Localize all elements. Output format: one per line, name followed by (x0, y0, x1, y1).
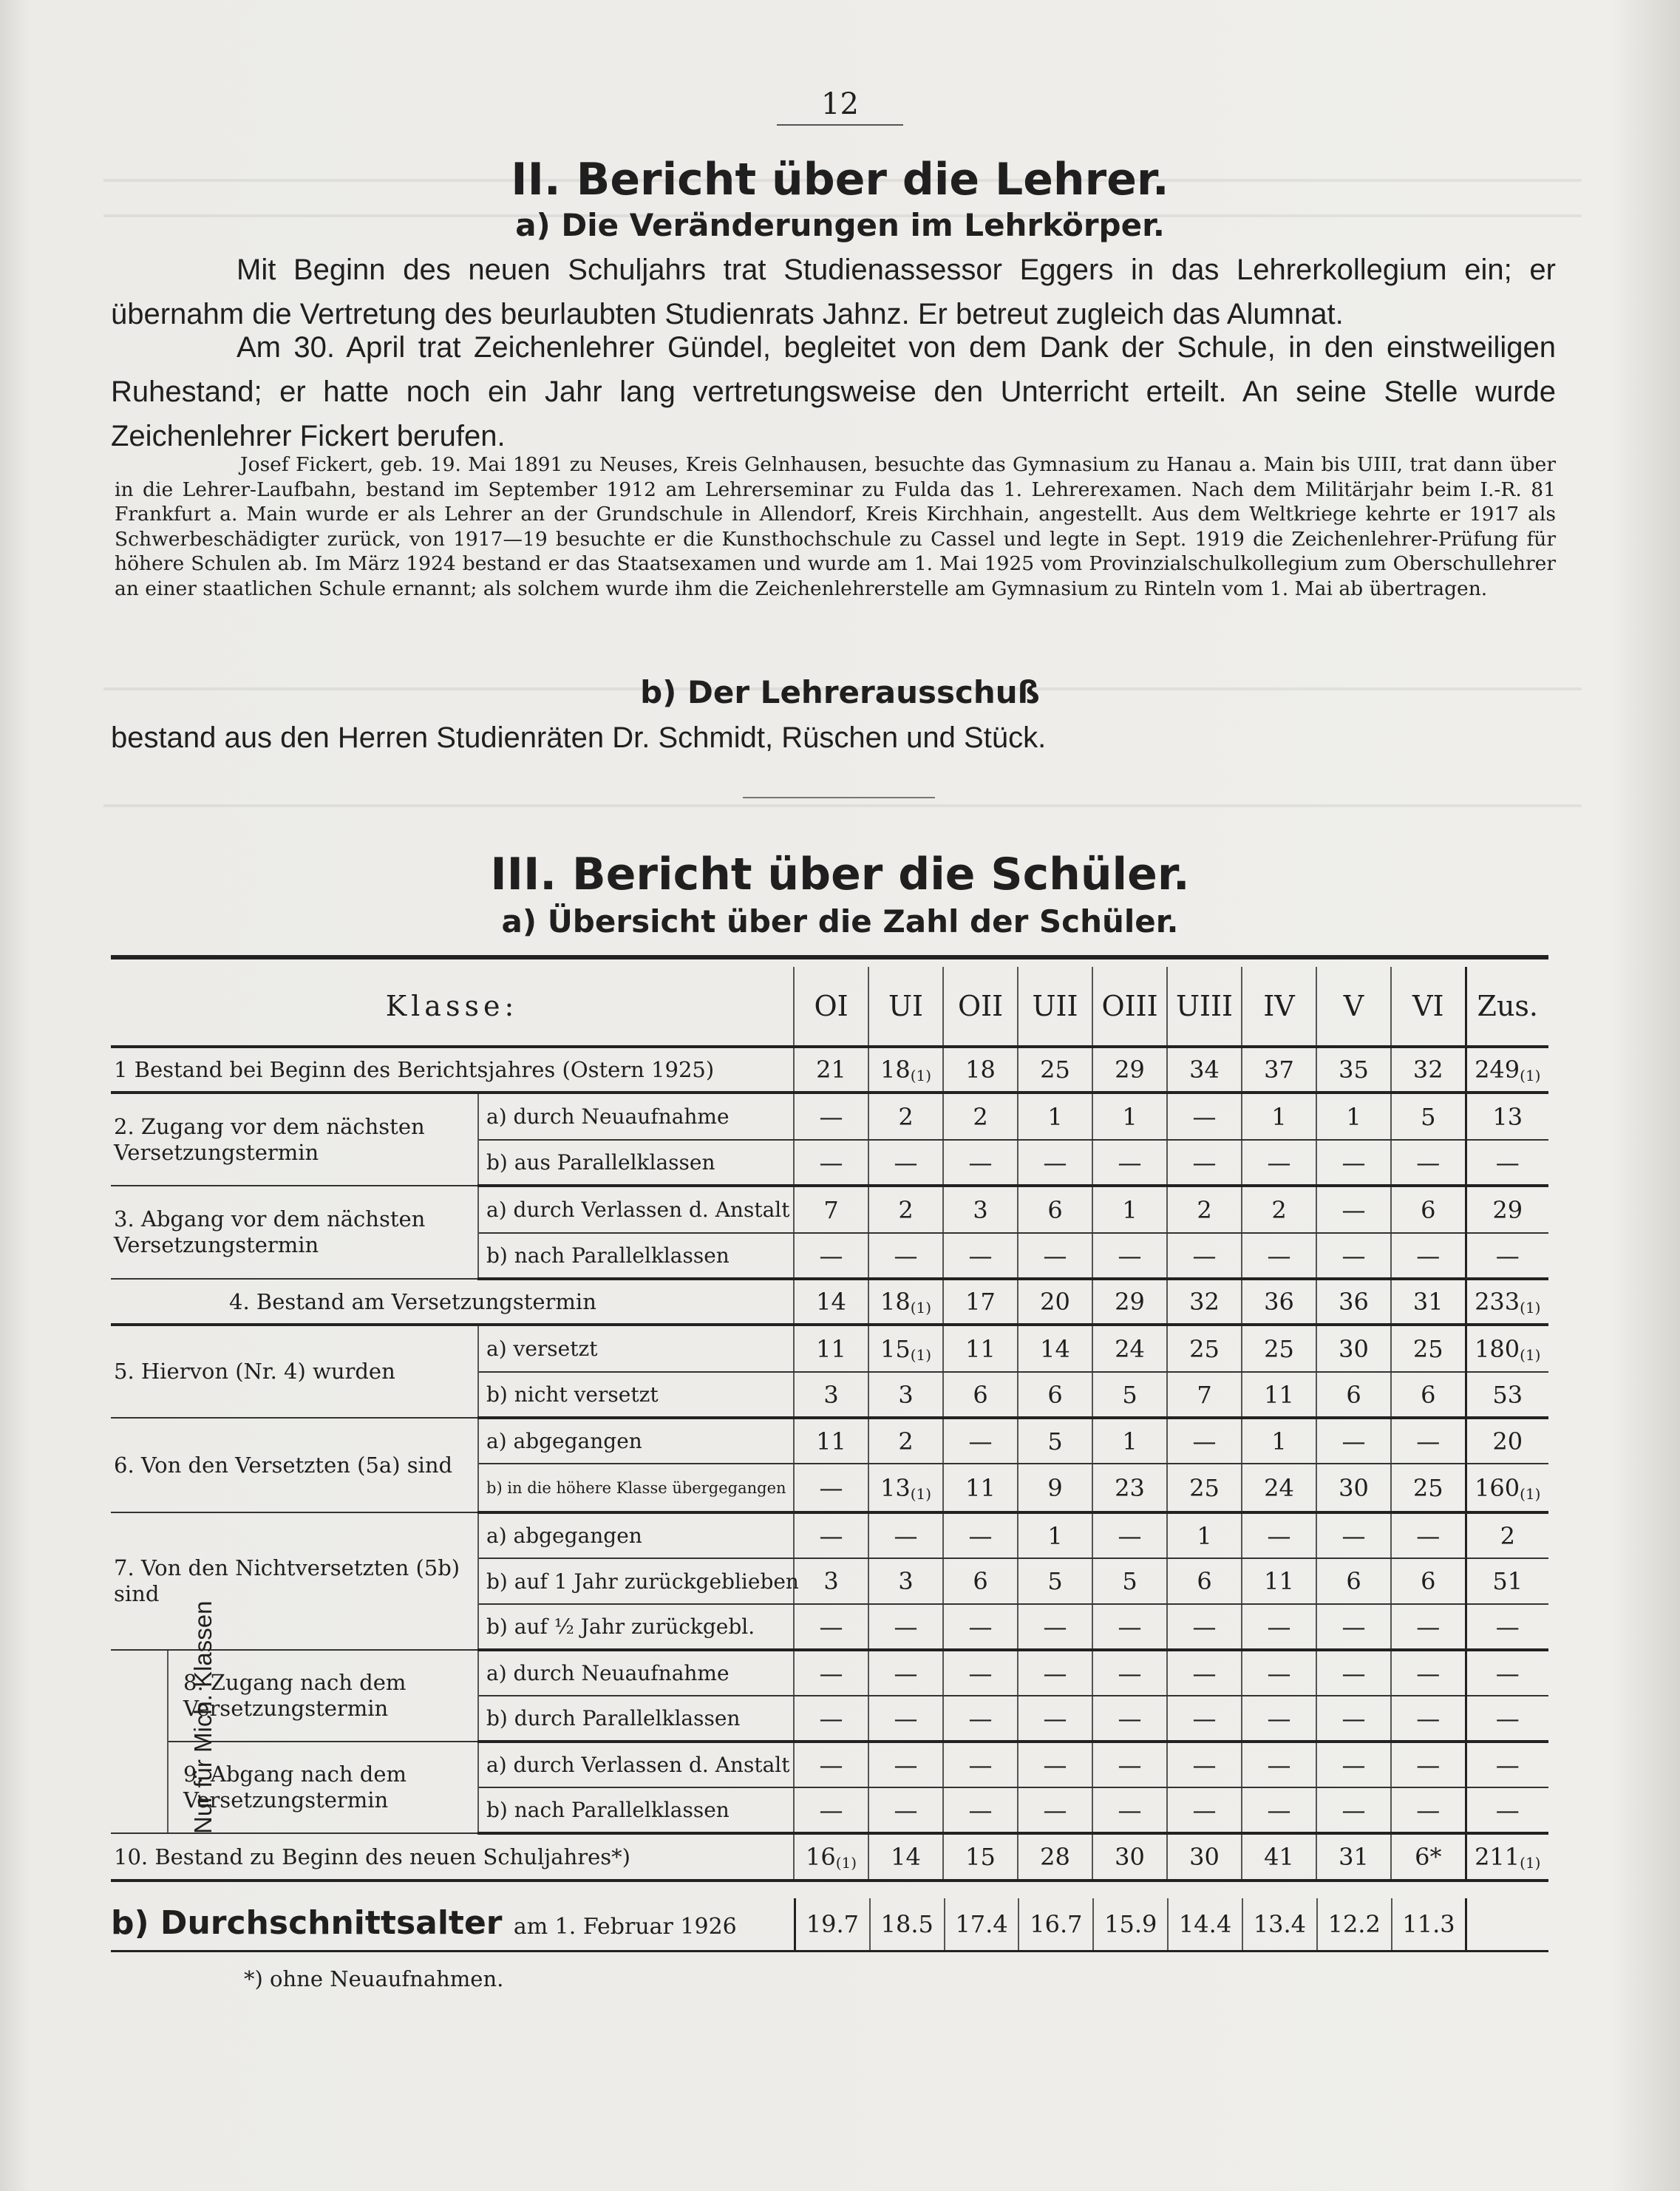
table-top-rule (111, 955, 1548, 959)
cell: — (868, 1233, 943, 1279)
cell: 6 (943, 1372, 1018, 1418)
cell: $18_{(1)}$ (868, 1279, 943, 1325)
cell: $13_{(1)}$ (868, 1464, 943, 1512)
cell: 25 (1018, 1047, 1092, 1093)
col-header: OII (943, 967, 1018, 1047)
cell: 11 (1242, 1558, 1316, 1604)
cell-total: 53 (1466, 1372, 1548, 1418)
cell: — (1167, 1696, 1242, 1742)
cell: — (1242, 1787, 1316, 1833)
side-label: Nur für Mich. Klassen (189, 1600, 217, 1834)
cell: 37 (1242, 1047, 1316, 1093)
cell: 34 (1167, 1047, 1242, 1093)
cell: — (868, 1742, 943, 1787)
table-row (111, 1833, 1548, 1881)
cell: — (1018, 1604, 1092, 1650)
cell: — (943, 1140, 1018, 1186)
cell: — (1018, 1140, 1092, 1186)
cell: 20 (1018, 1279, 1092, 1325)
cell: 5 (1391, 1093, 1466, 1140)
bleed-through-line (103, 804, 1582, 807)
cell: — (1167, 1418, 1242, 1464)
cell: 14 (794, 1279, 868, 1325)
cell: 11 (943, 1325, 1018, 1372)
cell: 1 (1018, 1512, 1092, 1558)
table-row (111, 1650, 1548, 1696)
col-header: V (1316, 967, 1391, 1047)
row-label: 6. Von den Versetzten (5a) sind (111, 1418, 478, 1512)
cell-total: — (1466, 1604, 1548, 1650)
cell: 24 (1092, 1325, 1167, 1372)
cell: 18 (943, 1047, 1018, 1093)
cell-total: 20 (1466, 1418, 1548, 1464)
cell: 25 (1242, 1325, 1316, 1372)
footnote: *) ohne Neuaufnahmen. (244, 1966, 504, 1991)
subsection-title-changes: a) Die Veränderungen im Lehrkörper. (515, 207, 1165, 243)
row-sublabel: a) durch Verlassen d. Anstalt (478, 1186, 794, 1233)
cell: 21 (794, 1047, 868, 1093)
cell: — (1316, 1233, 1391, 1279)
cell: 41 (1242, 1833, 1316, 1881)
cell: 25 (1167, 1464, 1242, 1512)
cell: — (794, 1512, 868, 1558)
subsection-title-committee: b) Der Lehrerausschuß (640, 674, 1040, 710)
cell-total: — (1466, 1787, 1548, 1833)
col-header: UII (1018, 967, 1092, 1047)
cell: 1 (1092, 1093, 1167, 1140)
cell: — (1242, 1650, 1316, 1696)
cell: — (1018, 1233, 1092, 1279)
cell: 1 (1167, 1512, 1242, 1558)
cell: — (794, 1787, 868, 1833)
cell: 31 (1391, 1279, 1466, 1325)
row-sublabel: a) durch Neuaufnahme (478, 1093, 794, 1140)
cell: — (1391, 1604, 1466, 1650)
table-header-row (111, 967, 1548, 1047)
cell: — (943, 1650, 1018, 1696)
cell: — (943, 1418, 1018, 1464)
cell: — (868, 1650, 943, 1696)
table-row (111, 1047, 1548, 1093)
row-sublabel: b) in die höhere Klasse übergegangen (478, 1464, 794, 1512)
cell: 6 (1018, 1372, 1092, 1418)
row-label: 3. Abgang vor dem nächsten Versetzungstermin (111, 1186, 478, 1279)
cell: 6 (1316, 1558, 1391, 1604)
cell: — (1018, 1787, 1092, 1833)
cell: 32 (1391, 1047, 1466, 1093)
cell: — (794, 1650, 868, 1696)
cell: — (1242, 1696, 1316, 1742)
cell: 30 (1316, 1325, 1391, 1372)
cell: 7 (794, 1186, 868, 1233)
cell: 11 (794, 1325, 868, 1372)
average-age-row (111, 1898, 1548, 1952)
average-cell: 19.7 (794, 1898, 869, 1950)
cell: 25 (1167, 1325, 1242, 1372)
cell: — (1092, 1512, 1167, 1558)
row-sublabel: b) aus Parallelklassen (478, 1140, 794, 1186)
cell: 9 (1018, 1464, 1092, 1512)
cell: 6 (943, 1558, 1018, 1604)
cell-total: — (1466, 1742, 1548, 1787)
cell: 5 (1018, 1418, 1092, 1464)
cell: 2 (868, 1093, 943, 1140)
cell: 6 (1316, 1372, 1391, 1418)
cell-total: $180_{(1)}$ (1466, 1325, 1548, 1372)
cell: 17 (943, 1279, 1018, 1325)
cell: 1 (1018, 1093, 1092, 1140)
cell: 30 (1316, 1464, 1391, 1512)
col-header: IV (1242, 967, 1316, 1047)
cell: 25 (1391, 1464, 1466, 1512)
cell: — (868, 1696, 943, 1742)
cell: — (1391, 1140, 1466, 1186)
cell: 23 (1092, 1464, 1167, 1512)
row-label: 5. Hiervon (Nr. 4) wurden (111, 1325, 478, 1418)
cell: — (1391, 1233, 1466, 1279)
section-separator (743, 797, 935, 798)
cell: 7 (1167, 1372, 1242, 1418)
cell: $18_{(1)}$ (868, 1047, 943, 1093)
cell: — (1316, 1650, 1391, 1696)
row-sublabel: a) abgegangen (478, 1512, 794, 1558)
cell: — (1167, 1742, 1242, 1787)
klasse-header: Klasse: (111, 967, 794, 1047)
cell-total: 2 (1466, 1512, 1548, 1558)
cell: 11 (943, 1464, 1018, 1512)
cell: 25 (1391, 1325, 1466, 1372)
average-cell-empty (1465, 1898, 1548, 1950)
cell: 3 (794, 1558, 868, 1604)
average-cell: 12.2 (1316, 1898, 1391, 1950)
row-label: 8. Zugang nach dem Versetzungstermin (168, 1650, 478, 1742)
cell: 5 (1092, 1558, 1167, 1604)
cell-total: 13 (1466, 1093, 1548, 1140)
cell: 6 (1391, 1558, 1466, 1604)
cell: 36 (1242, 1279, 1316, 1325)
cell: 6 (1391, 1372, 1466, 1418)
average-cell: 11.3 (1391, 1898, 1466, 1950)
cell: — (943, 1742, 1018, 1787)
cell: $16_{(1)}$ (794, 1833, 868, 1881)
biography-fickert: Josef Fickert, geb. 19. Mai 1891 zu Neuses, Kreis Gelnhausen, besuchte das Gymnasium zu Hanau a. Main bis UIII, trat dann über in die Lehrer-Laufbahn, bestand im September 1912 am Lehrerseminar zu Fulda das 1. Lehrerexamen. Nach dem Militärjahr beim I.-R. 81 Frankfurt a. Main wurde er als Lehrer an der Grundschule in Allendorf, Kreis Kirchhain, angestellt. Aus dem Weltkriege kehrte er 1917 als Schwerbeschädigter zurück, von 1917—19 besuchte er die Kunsthochschule zu Cassel und legte in Sept. 1919 die Zeichenlehrer-Prüfung für höhere Schulen ab. Im März 1924 bestand er das Staatsexamen und wurde am 1. Mai 1925 vom Provinzialschulkollegium zum Oberschullehrer an einer staatlichen Schule ernannt; als solchem wurde ihm die Zeichenlehrerstelle am Gymnasium zu Rinteln vom 1. Mai ab übertragen. (115, 453, 1556, 600)
cell: — (1391, 1742, 1466, 1787)
average-cell: 16.7 (1018, 1898, 1092, 1950)
cell: — (1391, 1787, 1466, 1833)
cell: 31 (1316, 1833, 1391, 1881)
paragraph-eggers: Mit Beginn des neuen Schuljahrs trat Studienassessor Eggers in das Lehrerkollegium ein; er übernahm die Vertretung des beurlaubten Studienrats Jahnz. Er betreut zugleich das Alumnat. (111, 254, 1556, 330)
cell: — (1092, 1140, 1167, 1186)
cell: 24 (1242, 1464, 1316, 1512)
table-row (111, 1418, 1548, 1464)
cell: — (794, 1742, 868, 1787)
cell-total: $233_{(1)}$ (1466, 1279, 1548, 1325)
cell: — (1092, 1787, 1167, 1833)
cell: — (1092, 1696, 1167, 1742)
cell: — (794, 1140, 868, 1186)
col-header-total: Zus. (1466, 967, 1548, 1047)
cell: — (1242, 1233, 1316, 1279)
page-number: 12 (0, 87, 1680, 126)
table-row (111, 1512, 1548, 1558)
col-header: OIII (1092, 967, 1167, 1047)
col-header: UIII (1167, 967, 1242, 1047)
cell: — (1018, 1650, 1092, 1696)
average-cell: 17.4 (944, 1898, 1018, 1950)
cell: — (1316, 1140, 1391, 1186)
table-row (111, 1279, 1548, 1325)
cell: 30 (1092, 1833, 1167, 1881)
average-age-date: am 1. Februar 1926 (513, 1914, 737, 1940)
cell: — (1316, 1604, 1391, 1650)
section-title-students: III. Bericht über die Schüler. (490, 849, 1190, 900)
cell: — (1316, 1787, 1391, 1833)
row-sublabel: b) auf ½ Jahr zurückgebl. (478, 1604, 794, 1650)
cell: 2 (1242, 1186, 1316, 1233)
cell: — (868, 1512, 943, 1558)
cell: — (1316, 1418, 1391, 1464)
row-sublabel: b) nach Parallelklassen (478, 1233, 794, 1279)
cell: 15 (943, 1833, 1018, 1881)
col-header: OI (794, 967, 868, 1047)
cell: — (1167, 1604, 1242, 1650)
cell: — (1092, 1604, 1167, 1650)
cell-total: $211_{(1)}$ (1466, 1833, 1548, 1881)
subsection-title-overview: a) Übersicht über die Zahl der Schüler. (501, 903, 1179, 940)
cell: — (1167, 1093, 1242, 1140)
cell: — (1018, 1742, 1092, 1787)
cell: — (1242, 1140, 1316, 1186)
table-row (111, 1742, 1548, 1787)
cell: 3 (868, 1558, 943, 1604)
cell: — (1092, 1650, 1167, 1696)
cell: — (943, 1787, 1018, 1833)
cell-total: — (1466, 1650, 1548, 1696)
col-header: VI (1391, 967, 1466, 1047)
cell: — (943, 1512, 1018, 1558)
cell: — (1242, 1512, 1316, 1558)
average-cell: 14.4 (1167, 1898, 1242, 1950)
cell: 14 (1018, 1325, 1092, 1372)
row-label: 10. Bestand zu Beginn des neuen Schuljahres*) (111, 1833, 794, 1881)
cell: — (1242, 1604, 1316, 1650)
cell: $15_{(1)}$ (868, 1325, 943, 1372)
cell: 6 (1167, 1558, 1242, 1604)
cell-total: — (1466, 1696, 1548, 1742)
cell: — (1092, 1742, 1167, 1787)
average-cell: 13.4 (1242, 1898, 1316, 1950)
cell: — (868, 1604, 943, 1650)
cell: 32 (1167, 1279, 1242, 1325)
col-header: UI (868, 967, 943, 1047)
cell: 3 (943, 1186, 1018, 1233)
cell: 11 (794, 1418, 868, 1464)
cell: — (868, 1787, 943, 1833)
cell: 2 (868, 1186, 943, 1233)
cell: — (794, 1696, 868, 1742)
cell: 29 (1092, 1047, 1167, 1093)
cell: 5 (1018, 1558, 1092, 1604)
row-sublabel: b) auf 1 Jahr zurückgeblieben (478, 1558, 794, 1604)
cell: — (1391, 1696, 1466, 1742)
cell: — (1018, 1696, 1092, 1742)
cell: — (943, 1604, 1018, 1650)
cell: — (1167, 1140, 1242, 1186)
cell: 5 (1092, 1372, 1167, 1418)
cell: — (794, 1233, 868, 1279)
section-title-teachers: II. Bericht über die Lehrer. (511, 154, 1169, 205)
paragraph-guendel: Am 30. April trat Zeichenlehrer Gündel, begleitet von dem Dank der Schule, in den einstweiligen Ruhestand; er hatte noch ein Jahr lang vertretungsweise den Unterricht erteilt. An seine Stelle wurde Zeichenlehrer Fickert berufen. (111, 331, 1556, 452)
cell: — (1167, 1233, 1242, 1279)
row-sublabel: a) versetzt (478, 1325, 794, 1372)
cell: 14 (868, 1833, 943, 1881)
cell: 6 (1018, 1186, 1092, 1233)
cell: 30 (1167, 1833, 1242, 1881)
cell: 1 (1092, 1418, 1167, 1464)
cell: — (1242, 1742, 1316, 1787)
cell: 3 (868, 1372, 943, 1418)
average-cell: 18.5 (869, 1898, 944, 1950)
row-label: 4. Bestand am Versetzungstermin (111, 1279, 794, 1325)
average-age-label: b) Durchschnittsalter am 1. Februar 1926 (111, 1904, 737, 1942)
cell: — (1316, 1512, 1391, 1558)
cell: — (1391, 1418, 1466, 1464)
cell: — (943, 1233, 1018, 1279)
cell: 2 (868, 1418, 943, 1464)
cell: — (868, 1140, 943, 1186)
cell: — (794, 1093, 868, 1140)
cell-total: — (1466, 1140, 1548, 1186)
cell: — (1391, 1512, 1466, 1558)
cell-total: 29 (1466, 1186, 1548, 1233)
cell: 28 (1018, 1833, 1092, 1881)
row-label: 2. Zugang vor dem nächsten Versetzungstermin (111, 1093, 478, 1186)
cell: — (1316, 1186, 1391, 1233)
cell: — (794, 1604, 868, 1650)
cell: 11 (1242, 1372, 1316, 1418)
cell: 6* (1391, 1833, 1466, 1881)
cell: — (1391, 1650, 1466, 1696)
cell: 1 (1316, 1093, 1391, 1140)
row-sublabel: b) durch Parallelklassen (478, 1696, 794, 1742)
cell: 2 (1167, 1186, 1242, 1233)
row-sublabel: a) durch Verlassen d. Anstalt (478, 1742, 794, 1787)
row-sublabel: b) nicht versetzt (478, 1372, 794, 1418)
cell-total: 51 (1466, 1558, 1548, 1604)
cell: — (1092, 1233, 1167, 1279)
cell: 1 (1242, 1093, 1316, 1140)
table-row (111, 1093, 1548, 1140)
student-count-table (111, 967, 1548, 1882)
cell-total: $249_{(1)}$ (1466, 1047, 1548, 1093)
cell: — (794, 1464, 868, 1512)
row-sublabel: a) durch Neuaufnahme (478, 1650, 794, 1696)
row-sublabel: b) nach Parallelklassen (478, 1787, 794, 1833)
cell: — (1167, 1787, 1242, 1833)
average-cell: 15.9 (1092, 1898, 1167, 1950)
side-label-cell (111, 1600, 217, 1834)
cell: 1 (1092, 1186, 1167, 1233)
row-label: 7. Von den Nichtversetzten (5b) sind (111, 1512, 478, 1650)
average-age-values (794, 1898, 1548, 1950)
row-label: 9. Abgang nach dem Versetzungstermin (168, 1742, 478, 1833)
paragraph-committee: bestand aus den Herren Studienräten Dr. Schmidt, Rüschen und Stück. (111, 721, 1047, 754)
cell: — (1316, 1696, 1391, 1742)
cell: 36 (1316, 1279, 1391, 1325)
table-row (111, 1186, 1548, 1233)
cell: 3 (794, 1372, 868, 1418)
cell: 35 (1316, 1047, 1391, 1093)
cell-total: $160_{(1)}$ (1466, 1464, 1548, 1512)
table-row (111, 1325, 1548, 1372)
row-sublabel: a) abgegangen (478, 1418, 794, 1464)
cell: 2 (943, 1093, 1018, 1140)
cell: — (1167, 1650, 1242, 1696)
cell-total: — (1466, 1233, 1548, 1279)
row-label: 1 Bestand bei Beginn des Berichtsjahres (Ostern 1925) (111, 1047, 794, 1093)
cell: 29 (1092, 1279, 1167, 1325)
cell: — (943, 1696, 1018, 1742)
cell: 1 (1242, 1418, 1316, 1464)
cell: — (1316, 1742, 1391, 1787)
cell: 6 (1391, 1186, 1466, 1233)
